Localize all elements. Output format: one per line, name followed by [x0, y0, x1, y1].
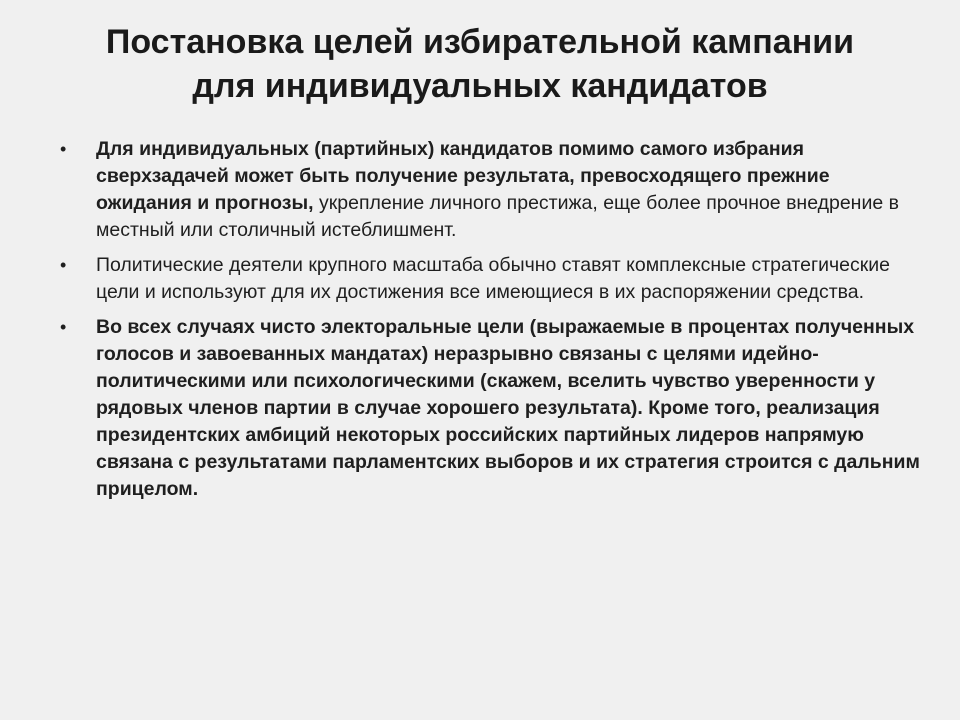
bullet-marker: • [60, 139, 67, 159]
bullet-item-1 [60, 136, 920, 244]
bullet-marker: • [60, 255, 67, 275]
slide-title [60, 20, 900, 108]
slide-title-line-1: Постановка целей избирательной кампании [105, 23, 855, 61]
slide-title-line-2: для индивидуальных кандидатов [192, 67, 768, 105]
bullet-marker: • [60, 317, 67, 337]
bullet-1-regular-text: укрепление личного престижа, еще более прочное внедрение в местный или столичный истеблишмент. [96, 192, 899, 241]
bullet-list [60, 136, 920, 511]
bullet-item-3 [60, 314, 920, 503]
bullet-2-text: Политические деятели крупного масштаба обычно ставят комплексные стратегические цели и используют для их достижения все имеющиеся в их распоряжении средства. [96, 254, 890, 303]
bullet-1-bold-text: Для индивидуальных (партийных) кандидатов помимо самого избрания сверхзадачей может быть получение результата, превосходящего прежние ожидания и прогнозы, [96, 138, 830, 214]
bullet-item-2 [60, 252, 920, 306]
bullet-3-bold-text: Во всех случаях чисто электоральные цели (выражаемые в процентах полученных голосов и завоеванных мандатах) неразрывно связаны с целями идейно-политическими или психологическими (скажем, вселить чувство уверенности у рядовых членов партии в случае хорошего результата). Кроме того, реализация президентских амбиций некоторых российских партийных лидеров напрямую связана с результатами парламентских выборов и их стратегия строится с дальним прицелом. [96, 316, 920, 500]
